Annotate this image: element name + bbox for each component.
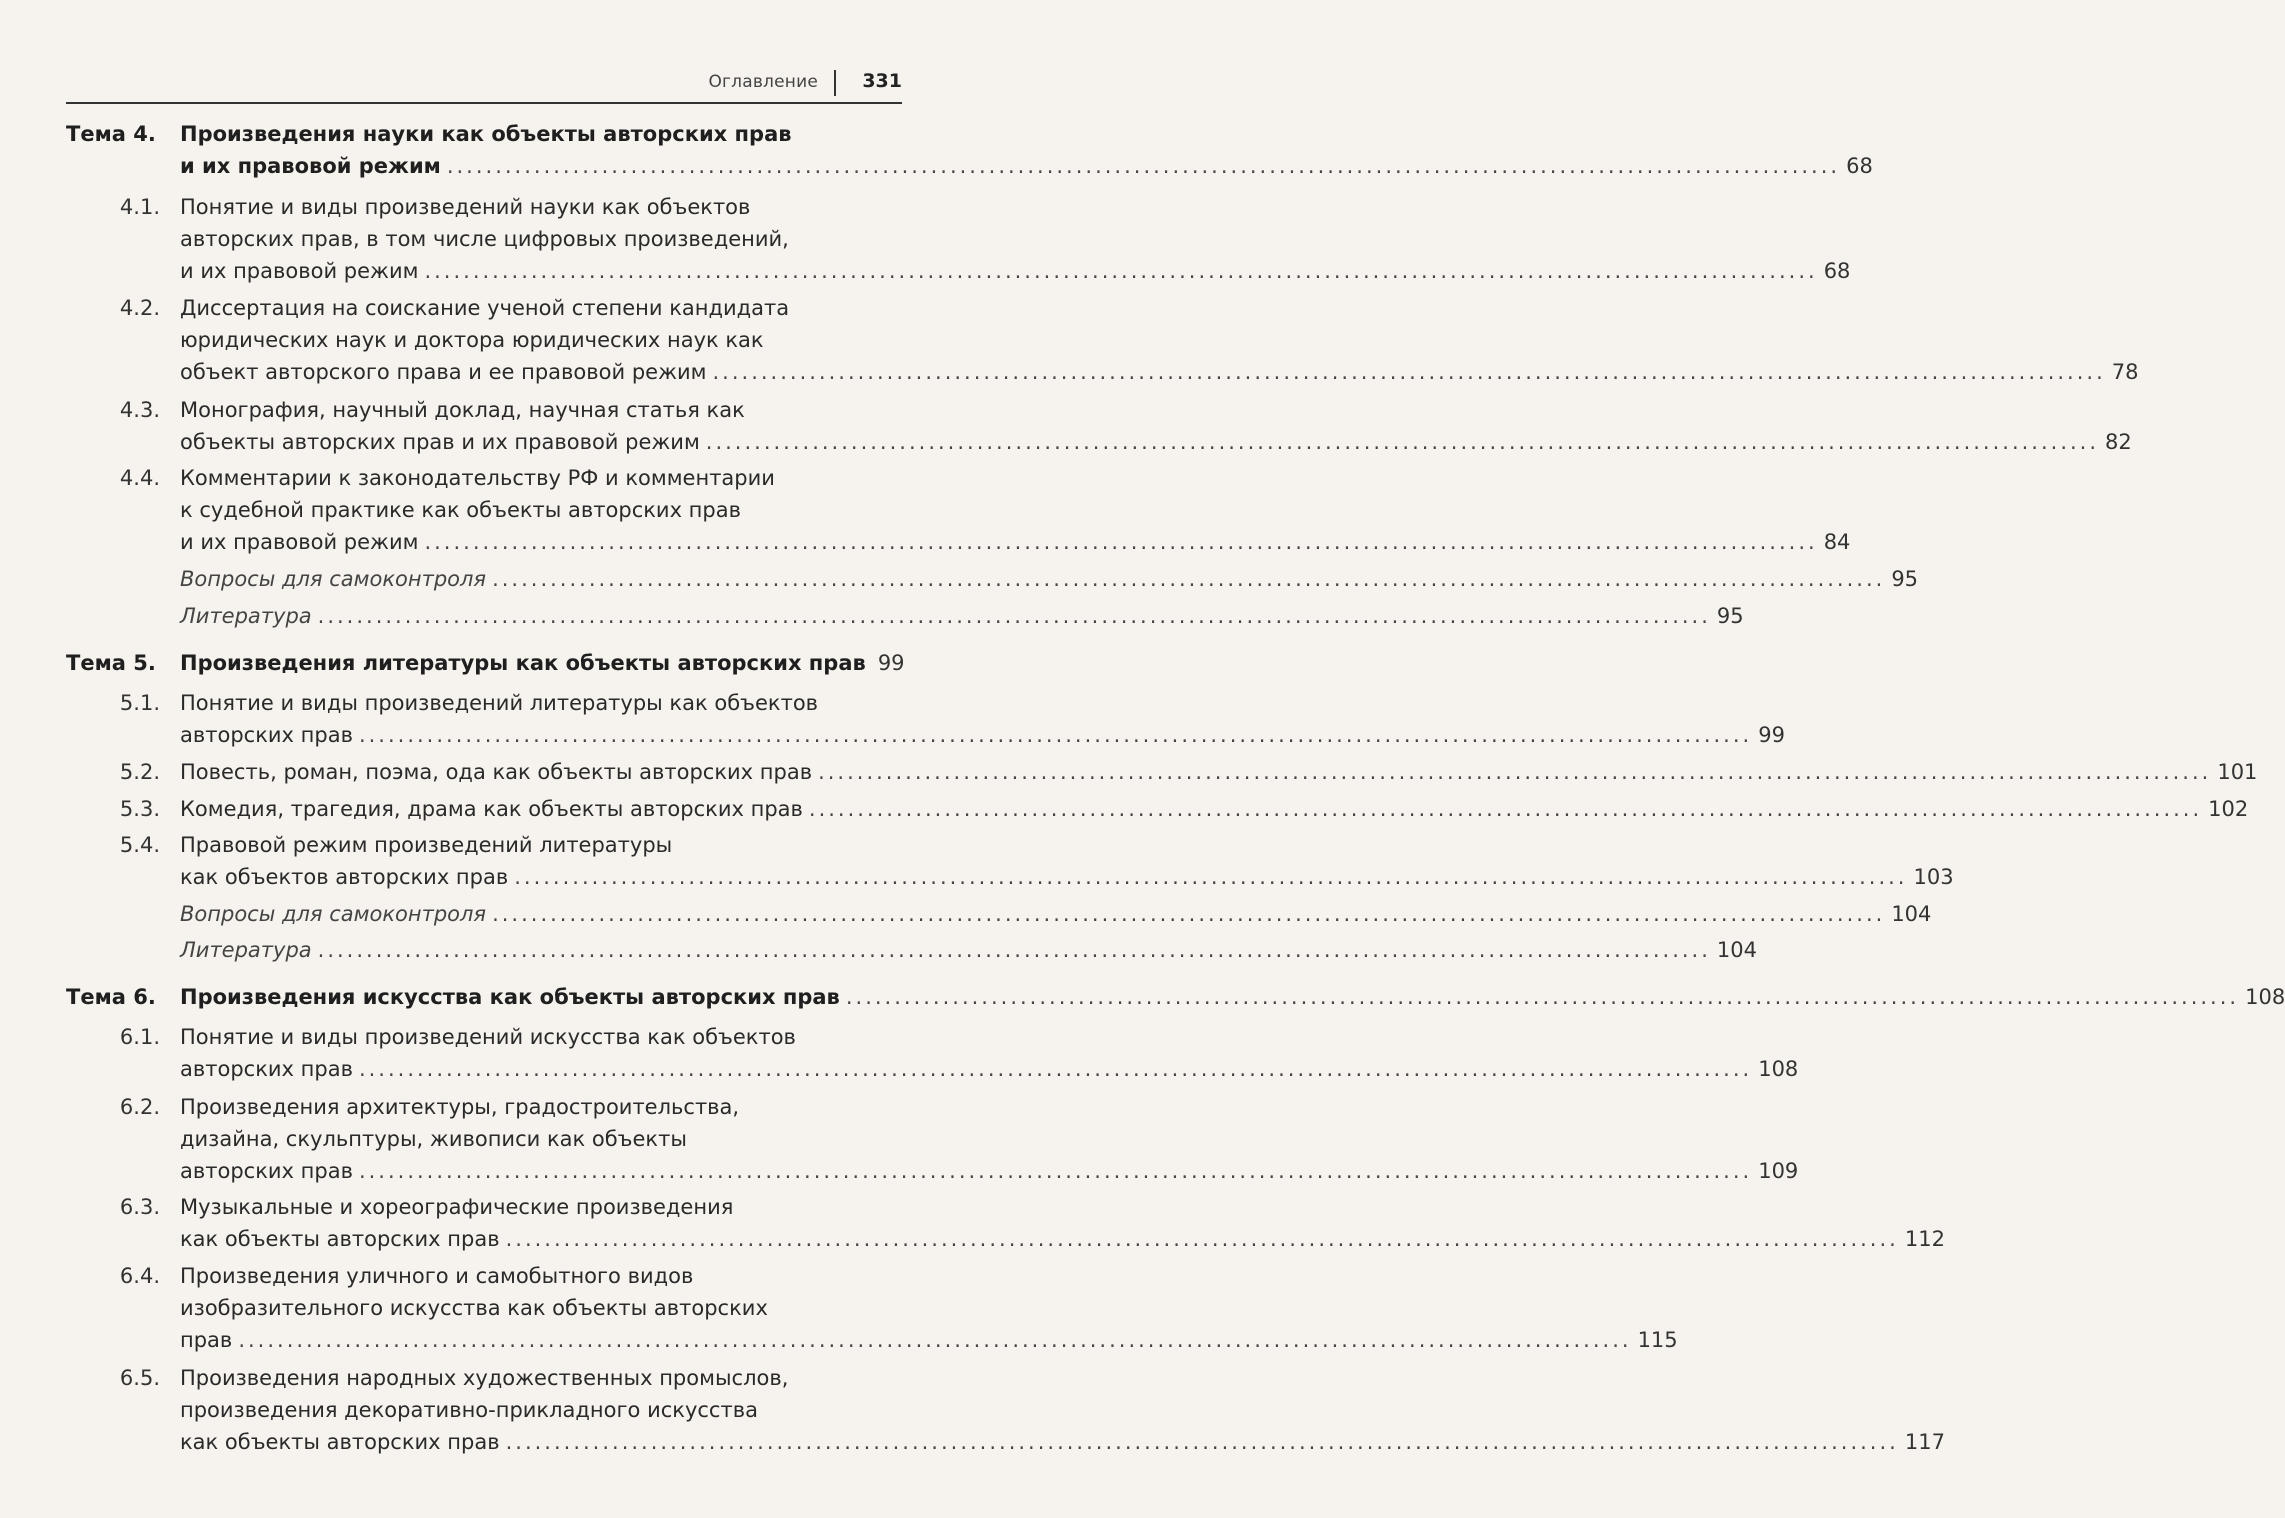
toc-section-title <box>180 1260 1678 1356</box>
toc-section-number: 4.3. <box>119 398 160 422</box>
toc-line: изобразительного искусства как объекты авторских <box>180 1296 768 1320</box>
toc-line: объекты авторских прав и их правовой режим <box>180 430 700 454</box>
toc-topic-number: Тема 6. <box>66 985 156 1009</box>
toc-topic-title <box>180 647 905 679</box>
toc-page-ref: 104 <box>1891 902 1932 926</box>
header-page-number: 331 <box>862 70 902 92</box>
toc-leader-dots: ................................................................................................................................................ <box>317 604 1711 628</box>
toc-line: произведения декоративно-прикладного искусства <box>180 1398 758 1422</box>
toc-literature-title <box>180 600 1744 632</box>
toc-section-title <box>180 1191 1945 1255</box>
toc-line: Произведения искусства как объекты авторских прав <box>180 985 840 1009</box>
toc-line: Вопросы для самоконтроля <box>180 567 487 591</box>
toc-line: Произведения уличного и самобытного видов <box>180 1264 694 1288</box>
toc-leader-dots: ................................................................................................................................................ <box>317 938 1711 962</box>
toc-section-number: 4.1. <box>119 195 160 219</box>
toc-page-ref: 103 <box>1913 865 1954 889</box>
toc-section-title <box>180 1021 1799 1085</box>
toc-leader-dots: ................................................................................................................................................ <box>705 430 2100 454</box>
toc-line: объект авторского права и ее правовой режим <box>180 360 707 384</box>
toc-page-ref: 99 <box>1758 723 1785 747</box>
toc-line: Понятие и виды произведений искусства как объектов <box>180 1025 796 1049</box>
toc-section-title <box>180 394 2132 458</box>
header-title: Оглавление <box>708 72 818 92</box>
toc-line: дизайна, скульптуры, живописи как объекты <box>180 1127 687 1151</box>
toc-section-title <box>180 292 2139 388</box>
toc-leader-dots: ................................................................................................................................................ <box>358 1057 1753 1081</box>
toc-self-check-title <box>180 898 1932 930</box>
toc-line: Вопросы для самоконтроля <box>180 902 487 926</box>
toc-page-ref: 104 <box>1716 938 1757 962</box>
toc-section-title <box>180 756 2258 788</box>
toc-leader-dots: ................................................................................................................................................ <box>492 902 1886 926</box>
toc-topic-title <box>180 981 2285 1013</box>
toc-line: Произведения архитектуры, градостроительства, <box>180 1095 740 1119</box>
toc-section-number: 5.1. <box>119 691 160 715</box>
running-header <box>66 64 902 104</box>
toc-line: Литература <box>180 938 312 962</box>
toc-line: Понятие и виды произведений науки как объектов <box>180 195 751 219</box>
toc-page-ref: 78 <box>2111 360 2139 384</box>
header-separator <box>834 70 836 96</box>
toc-line: прав <box>180 1328 233 1352</box>
toc-line: авторских прав <box>180 723 353 747</box>
toc-section-number: 6.3. <box>119 1195 160 1219</box>
toc-section-number: 4.4. <box>119 466 160 490</box>
toc-section-number: 6.2. <box>119 1095 160 1119</box>
toc-leader-dots: ................................................................................................................................................ <box>238 1328 1632 1352</box>
toc-leader-dots: ................................................................................................................................................ <box>358 723 1753 747</box>
toc-topic-title <box>180 118 1873 182</box>
toc-leader-dots: ................................................................................................................................................ <box>505 1227 1899 1251</box>
toc-line: Произведения литературы как объекты авторских прав <box>180 651 866 675</box>
toc-leader-dots: ................................................................................................................................................ <box>818 760 2212 784</box>
toc-page-ref: 101 <box>2217 760 2258 784</box>
toc-line: и их правовой режим <box>180 259 419 283</box>
toc-page-ref: 84 <box>1823 530 1851 554</box>
toc-page-ref: 108 <box>2245 985 2285 1009</box>
toc-page-ref: 95 <box>1716 604 1744 628</box>
toc-line: юридических наук и доктора юридических наук как <box>180 328 764 352</box>
toc-section-title <box>180 687 1785 751</box>
toc-page-ref: 102 <box>2208 797 2249 821</box>
toc-line: Произведения народных художественных промыслов, <box>180 1366 789 1390</box>
toc-line: и их правовой режим <box>180 530 419 554</box>
toc-page-ref: 68 <box>1823 259 1851 283</box>
toc-page-ref: 68 <box>1846 154 1873 178</box>
toc-section-number: 6.5. <box>119 1366 160 1390</box>
toc-line: авторских прав <box>180 1159 353 1183</box>
toc-leader-dots: ................................................................................................................................................ <box>492 567 1886 591</box>
toc-line: как объекты авторских прав <box>180 1227 500 1251</box>
toc-page-ref: 82 <box>2105 430 2132 454</box>
toc-line: Комедия, трагедия, драма как объекты авторских прав <box>180 797 803 821</box>
toc-line: авторских прав, в том числе цифровых произведений, <box>180 227 789 251</box>
toc-line: Правовой режим произведений литературы <box>180 833 673 857</box>
toc-leader-dots: ................................................................................................................................................ <box>446 154 1841 178</box>
toc-line: Произведения науки как объекты авторских прав <box>180 122 792 146</box>
toc-section-title <box>180 1362 1945 1458</box>
toc-leader-dots: ................................................................................................................................................ <box>505 1430 1899 1454</box>
toc-leader-dots: ................................................................................................................................................ <box>514 865 1908 889</box>
toc-section-number: 6.1. <box>119 1025 160 1049</box>
toc-section-title <box>180 462 1851 558</box>
toc-section-number: 5.3. <box>119 797 160 821</box>
toc-page-ref: 115 <box>1637 1328 1678 1352</box>
toc-section-title <box>180 829 1954 893</box>
toc-line: Музыкальные и хореографические произведения <box>180 1195 734 1219</box>
toc-section-title <box>180 793 2249 825</box>
toc-line: Повесть, роман, поэма, ода как объекты авторских прав <box>180 760 813 784</box>
toc-self-check-title <box>180 563 1919 595</box>
toc-line: Литература <box>180 604 312 628</box>
toc-leader-dots: ................................................................................................................................................ <box>358 1159 1753 1183</box>
toc-section-title <box>180 191 1851 287</box>
toc-line: как объекты авторских прав <box>180 1430 500 1454</box>
toc-line: и их правовой режим <box>180 154 441 178</box>
toc-literature-title <box>180 934 1757 966</box>
toc-page-ref: 99 <box>877 651 905 675</box>
toc-page-ref: 112 <box>1904 1227 1945 1251</box>
toc-line: Комментарии к законодательству РФ и комментарии <box>180 466 775 490</box>
toc-leader-dots: ................................................................................................................................................ <box>712 360 2106 384</box>
toc-page-ref: 108 <box>1758 1057 1799 1081</box>
toc-section-number: 5.2. <box>119 760 160 784</box>
toc-leader-dots: ................................................................................................................................................ <box>808 797 2203 821</box>
toc-leader-dots: ................................................................................................................................................ <box>424 259 1818 283</box>
toc-section-title <box>180 1091 1799 1187</box>
toc-section-number: 4.2. <box>119 296 160 320</box>
toc-line: авторских прав <box>180 1057 353 1081</box>
toc-leader-dots: ................................................................................................................................................ <box>424 530 1818 554</box>
toc-line: Понятие и виды произведений литературы как объектов <box>180 691 819 715</box>
toc-section-number: 6.4. <box>119 1264 160 1288</box>
toc-topic-number: Тема 4. <box>66 122 156 146</box>
toc-page-ref: 109 <box>1758 1159 1799 1183</box>
toc-line: Диссертация на соискание ученой степени кандидата <box>180 296 790 320</box>
toc-section-number: 5.4. <box>119 833 160 857</box>
toc-page-ref: 117 <box>1904 1430 1945 1454</box>
toc-page-ref: 95 <box>1891 567 1919 591</box>
toc-line: как объектов авторских прав <box>180 865 509 889</box>
toc-topic-number: Тема 5. <box>66 651 156 675</box>
toc-leader-dots: ................................................................................................................................................ <box>845 985 2240 1009</box>
toc-line: Монография, научный доклад, научная статья как <box>180 398 745 422</box>
toc-line: к судебной практике как объекты авторских прав <box>180 498 741 522</box>
